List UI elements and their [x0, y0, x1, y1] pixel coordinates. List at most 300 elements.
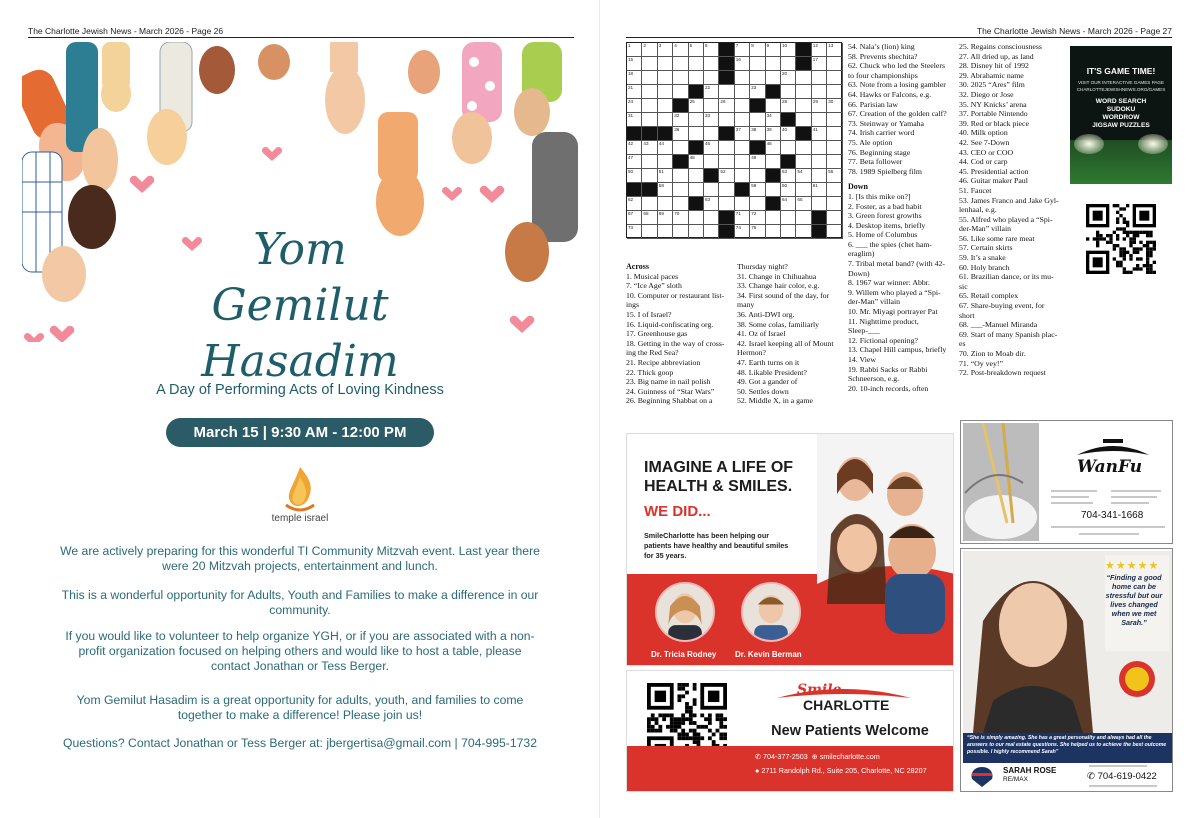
clue: 30. 2025 “Ares” film: [959, 80, 1025, 90]
crossword-cell[interactable]: [796, 197, 811, 211]
crossword-cell[interactable]: [689, 127, 704, 141]
qr-module: [685, 733, 689, 737]
crossword-cell-number: 28: [782, 99, 788, 104]
sarah-rose-realtor-ad[interactable]: [960, 548, 1173, 792]
wan-fu-logo: WanFu: [1077, 457, 1143, 477]
crossword-cell[interactable]: [719, 113, 734, 127]
clue: 64. Hawks or Falcons, e.g.: [848, 89, 932, 99]
qr-module: [1103, 237, 1106, 240]
clue: 27. All dried up, as land: [959, 51, 1034, 61]
crossword-cell-number: 25: [689, 99, 695, 104]
clue: 32. Diego or Jose: [959, 89, 1014, 99]
crossword-cell-number: 24: [628, 99, 634, 104]
crossword-cell[interactable]: [796, 113, 811, 127]
crossword-cell[interactable]: [689, 43, 704, 57]
qr-module: [647, 729, 651, 733]
crossword-cell[interactable]: [766, 127, 781, 141]
crossword-cell[interactable]: [673, 141, 688, 155]
crossword-cell[interactable]: [812, 155, 827, 169]
crossword-grid[interactable]: [626, 42, 842, 238]
crossword-cell[interactable]: [781, 211, 796, 225]
crossword-cell[interactable]: [827, 85, 842, 99]
crossword-cell[interactable]: [781, 225, 796, 239]
crossword-cell[interactable]: [704, 225, 719, 239]
crossword-cell[interactable]: [704, 211, 719, 225]
crossword-cell[interactable]: [750, 43, 765, 57]
clue: 71. “Oy vey!”: [959, 358, 1003, 368]
qr-module: [1146, 254, 1149, 257]
crossword-cell[interactable]: [704, 113, 719, 127]
clue: 72. Post-breakdown request: [959, 368, 1046, 378]
crossword-black-square: [719, 71, 734, 85]
crossword-cell[interactable]: [719, 141, 734, 155]
crossword-cell[interactable]: [704, 43, 719, 57]
qr-module: [1096, 231, 1099, 234]
game-item: SUDOKU: [1106, 106, 1136, 113]
crossword-cell[interactable]: [781, 127, 796, 141]
crossword-cell[interactable]: [812, 127, 827, 141]
crossword-cell[interactable]: [812, 57, 827, 71]
crossword-cell[interactable]: [642, 197, 657, 211]
qr-module: [1116, 244, 1119, 247]
crossword-cell[interactable]: [689, 113, 704, 127]
crossword-cell[interactable]: [689, 169, 704, 183]
crossword-cell[interactable]: [750, 183, 765, 197]
clue: 16. Liquid-confiscating org.: [626, 319, 714, 329]
crossword-cell[interactable]: [704, 99, 719, 113]
crossword-cell[interactable]: [689, 155, 704, 169]
crossword-cell[interactable]: [735, 211, 750, 225]
crossword-cell-number: 34: [766, 113, 772, 118]
crossword-cell[interactable]: [735, 155, 750, 169]
crossword-cell[interactable]: [704, 183, 719, 197]
crossword-cell[interactable]: [735, 225, 750, 239]
qr-module: [1149, 254, 1152, 257]
qr-module: [1139, 257, 1142, 260]
qr-module: [1146, 234, 1149, 237]
crossword-cell[interactable]: [812, 43, 827, 57]
crossword-cell[interactable]: [735, 113, 750, 127]
crossword-cell[interactable]: [827, 141, 842, 155]
crossword-cell[interactable]: [704, 197, 719, 211]
clue: 57. Certain skirts: [959, 243, 1013, 253]
clue: 58. Prevents shechita?: [848, 51, 918, 61]
crossword-cell[interactable]: [735, 57, 750, 71]
qr-module: [1149, 251, 1152, 254]
crossword-cell[interactable]: [735, 43, 750, 57]
clue: 23. Big name in nail polish: [626, 377, 711, 387]
qr-module: [1123, 247, 1126, 250]
qr-module: [1133, 241, 1136, 244]
crossword-black-square: [719, 211, 734, 225]
crossword-cell[interactable]: [689, 57, 704, 71]
crossword-cell[interactable]: [642, 71, 657, 85]
crossword-cell[interactable]: [735, 141, 750, 155]
qr-module: [693, 698, 697, 702]
qr-module: [677, 698, 681, 702]
qr-module: [685, 736, 689, 740]
qr-module: [704, 725, 708, 729]
crossword-cell[interactable]: [704, 85, 719, 99]
crossword-cell[interactable]: [766, 71, 781, 85]
crossword-cell[interactable]: [766, 141, 781, 155]
qr-module: [1116, 237, 1119, 240]
crossword-cell[interactable]: [735, 169, 750, 183]
crossword-cell[interactable]: [781, 43, 796, 57]
crossword-cell[interactable]: [658, 99, 673, 113]
qr-module: [719, 736, 723, 740]
crossword-cell[interactable]: [642, 141, 657, 155]
crossword-cell[interactable]: [719, 85, 734, 99]
crossword-cell-number: 6: [705, 43, 708, 48]
qr-module: [716, 713, 720, 717]
crossword-cell[interactable]: [796, 99, 811, 113]
crossword-cell[interactable]: [689, 211, 704, 225]
crossword-cell[interactable]: [766, 225, 781, 239]
crossword-cell[interactable]: [627, 155, 642, 169]
crossword-cell[interactable]: [673, 85, 688, 99]
event-date-pill: March 15 | 9:30 AM - 12:00 PM: [166, 418, 434, 447]
paragraph-1: We are actively preparing for this wonderful TI Community Mitzvah event. Last year there were 20 Mitzvah projects, entertainment and lunch.: [60, 544, 540, 573]
crossword-cell-number: 17: [812, 57, 818, 62]
crossword-cell[interactable]: [735, 71, 750, 85]
crossword-cell[interactable]: [750, 197, 765, 211]
contact-paragraph: Questions? Contact Jonathan or Tess Berger at: jbergertisa@gmail.com | 704-995-1732: [63, 736, 537, 750]
crossword-cell[interactable]: [627, 141, 642, 155]
game-ad-subtitle: VISIT OUR INTERACTIVE GAMES PAGE CHARLOTTEJEWISHNEWS.ORG/GAMES: [1076, 80, 1166, 92]
qr-module: [1106, 241, 1109, 244]
qr-module: [647, 717, 651, 721]
qr-module: [1126, 251, 1129, 254]
crossword-cell[interactable]: [781, 85, 796, 99]
qr-module: [719, 721, 723, 725]
clue: 22. Thick goop: [626, 367, 674, 377]
crossword-cell[interactable]: [796, 71, 811, 85]
qr-module: [1146, 244, 1149, 247]
crossword-cell[interactable]: [766, 43, 781, 57]
crossword-cell[interactable]: [689, 71, 704, 85]
hand-12: [505, 132, 578, 282]
crossword-cell[interactable]: [627, 197, 642, 211]
clue: 26. Beginning Shabbat on a: [626, 396, 713, 406]
crossword-black-square: [796, 127, 811, 141]
crossword-cell[interactable]: [627, 43, 642, 57]
phone-link[interactable]: 704-377-2503: [763, 752, 808, 761]
crossword-cell-number: 38: [751, 127, 757, 132]
crossword-cell[interactable]: [735, 99, 750, 113]
crossword-cell[interactable]: [658, 155, 673, 169]
crossword-cell[interactable]: [766, 57, 781, 71]
crossword-cell[interactable]: [719, 99, 734, 113]
crossword-cell[interactable]: [766, 155, 781, 169]
crossword-black-square: [750, 99, 765, 113]
qr-module: [1086, 237, 1089, 240]
crossword-cell[interactable]: [673, 127, 688, 141]
contact-address: [755, 766, 927, 775]
crossword-cell[interactable]: [673, 113, 688, 127]
qr-module: [670, 725, 674, 729]
crossword-cell[interactable]: [642, 99, 657, 113]
wan-fu-ad[interactable]: [960, 420, 1173, 544]
crossword-cell[interactable]: [704, 141, 719, 155]
crossword-cell[interactable]: [658, 71, 673, 85]
clue: 46. Guitar maker Paul: [959, 176, 1028, 186]
crossword-cell[interactable]: [796, 141, 811, 155]
crossword-cell[interactable]: [673, 211, 688, 225]
clue: 2. Foster, as a bad habit: [848, 201, 922, 211]
games-qr-code-icon[interactable]: [1086, 204, 1156, 274]
qr-module: [674, 717, 678, 721]
crossword-cell[interactable]: [827, 57, 842, 71]
crossword-cell[interactable]: [766, 211, 781, 225]
crossword-black-square: [627, 183, 642, 197]
clue: 6. ___ the spies (chet ham-: [848, 239, 933, 249]
crossword-cell[interactable]: [658, 211, 673, 225]
game-time-ad[interactable]: [1070, 46, 1172, 184]
game-item: WORDROW: [1102, 114, 1140, 121]
crossword-cell[interactable]: [627, 211, 642, 225]
crossword-cell[interactable]: [704, 155, 719, 169]
crossword-cell[interactable]: [689, 225, 704, 239]
crossword-cell[interactable]: [673, 71, 688, 85]
qr-module: [1126, 204, 1129, 207]
qr-module: [677, 694, 681, 698]
crossword-cell[interactable]: [781, 197, 796, 211]
crossword-cell[interactable]: [766, 113, 781, 127]
crossword-black-square: [796, 43, 811, 57]
crossword-cell[interactable]: [796, 169, 811, 183]
crossword-cell[interactable]: [827, 113, 842, 127]
crossword-cell[interactable]: [627, 113, 642, 127]
crossword-cell[interactable]: [750, 71, 765, 85]
crossword-cell-number: 62: [628, 197, 634, 202]
clue: 60. Holy branch: [959, 262, 1010, 272]
crossword-cell[interactable]: [642, 57, 657, 71]
crossword-cell-number: 42: [628, 141, 634, 146]
crossword-cell[interactable]: [812, 85, 827, 99]
crossword-black-square: [781, 113, 796, 127]
clue: eraglim): [848, 249, 875, 259]
crossword-cell[interactable]: [750, 127, 765, 141]
crossword-cell[interactable]: [689, 183, 704, 197]
clue: Down): [848, 268, 870, 278]
crossword-cell-number: 45: [705, 141, 711, 146]
crossword-cell[interactable]: [796, 225, 811, 239]
qr-module: [1119, 251, 1122, 254]
crossword-black-square: [766, 169, 781, 183]
crossword-cell[interactable]: [735, 197, 750, 211]
crossword-cell-number: 59: [751, 183, 757, 188]
page-folio: The Charlotte Jewish News - March 2026 - Page 26: [28, 26, 224, 36]
crossword-cell[interactable]: [658, 225, 673, 239]
crossword-cell[interactable]: [827, 183, 842, 197]
paragraph-2: This is a wonderful opportunity for Adults, Youth and Families to make a difference in our community.: [61, 588, 539, 617]
crossword-cell[interactable]: [812, 183, 827, 197]
crossword-cell[interactable]: [796, 85, 811, 99]
qr-module: [677, 721, 681, 725]
crossword-cell[interactable]: [719, 197, 734, 211]
clue: 54. Nala’s (lion) king: [848, 42, 915, 51]
crossword-cell[interactable]: [781, 71, 796, 85]
crossword-cell[interactable]: [704, 71, 719, 85]
crossword-cell[interactable]: [704, 127, 719, 141]
qr-module: [1126, 271, 1129, 274]
crossword-cell-number: 69: [658, 211, 664, 216]
crossword-cell[interactable]: [812, 113, 827, 127]
crossword-black-square: [719, 225, 734, 239]
hand-3: [101, 42, 131, 112]
clue: 59. It’s a snake: [959, 253, 1006, 263]
crossword-cell[interactable]: [658, 197, 673, 211]
crossword-cell[interactable]: [673, 57, 688, 71]
crossword-cell[interactable]: [781, 169, 796, 183]
crossword-cell[interactable]: [658, 43, 673, 57]
clue: 38. Some colas, familiarly: [737, 319, 820, 329]
rose-ad-testimonial: “She is simply amazing. She has a great personality and always had all the answers to our real estate questions. She helped us to achieve the best outcome possible. I highly recommend Sarah”: [963, 733, 1172, 763]
crossword-cell[interactable]: [673, 169, 688, 183]
clue: 13. Chapel Hill campus, briefly: [848, 345, 947, 355]
qr-module: [1113, 247, 1116, 250]
crossword-cell[interactable]: [642, 225, 657, 239]
crossword-cell[interactable]: [812, 141, 827, 155]
crossword-cell[interactable]: [658, 57, 673, 71]
crossword-cell[interactable]: [642, 211, 657, 225]
qr-module: [670, 721, 674, 725]
realtor-name: SARAH ROSE: [1003, 766, 1057, 775]
crossword-cell[interactable]: [627, 71, 642, 85]
crossword-cell[interactable]: [812, 71, 827, 85]
crossword-black-square: [658, 127, 673, 141]
crossword-cell[interactable]: [766, 99, 781, 113]
clue: 12. Fictional opening?: [848, 335, 918, 345]
crossword-cell[interactable]: [827, 127, 842, 141]
qr-module: [1113, 231, 1116, 234]
crossword-cell[interactable]: [658, 113, 673, 127]
crossword-cell[interactable]: [827, 169, 842, 183]
qr-module: [1139, 267, 1142, 270]
crossword-cell[interactable]: [827, 225, 842, 239]
crossword-cell[interactable]: [750, 169, 765, 183]
crossword-cell[interactable]: [812, 197, 827, 211]
crossword-cell-number: 5: [689, 43, 693, 48]
crossword-cell[interactable]: [689, 99, 704, 113]
smile-charlotte-ad[interactable]: [626, 433, 954, 666]
crossword-cell[interactable]: [750, 225, 765, 239]
paragraph-4: Yom Gemilut Hasadim is a great opportunity for adults, youth, and families to come together to make a difference! Please join us!: [76, 693, 524, 722]
crossword-cell[interactable]: [812, 99, 827, 113]
qr-module: [677, 736, 681, 740]
qr-module: [723, 736, 727, 740]
crossword-cell[interactable]: [673, 183, 688, 197]
pagoda-roof-icon: [1073, 437, 1153, 459]
crossword-cell[interactable]: [658, 183, 673, 197]
qr-module: [693, 733, 697, 737]
crossword-cell[interactable]: [766, 183, 781, 197]
crossword-cell[interactable]: [750, 113, 765, 127]
qr-module: [1129, 241, 1132, 244]
crossword-cell[interactable]: [827, 43, 842, 57]
crossword-cell[interactable]: [827, 71, 842, 85]
crossword-cell[interactable]: [719, 183, 734, 197]
crossword-cell[interactable]: [704, 57, 719, 71]
crossword-cell[interactable]: [642, 113, 657, 127]
crossword-cell[interactable]: [750, 211, 765, 225]
wan-fu-phone[interactable]: 704-341-1668: [1081, 510, 1144, 521]
crossword-black-square: [796, 57, 811, 71]
crossword-cell[interactable]: [658, 141, 673, 155]
crossword-cell[interactable]: [627, 225, 642, 239]
qr-module: [651, 713, 655, 717]
crossword-cell[interactable]: [827, 155, 842, 169]
crossword-cell[interactable]: [658, 169, 673, 183]
crossword-cell[interactable]: [781, 99, 796, 113]
qr-module: [1129, 271, 1132, 274]
crossword-cell[interactable]: [827, 197, 842, 211]
crossword-cell[interactable]: [673, 197, 688, 211]
crossword-cell[interactable]: [750, 57, 765, 71]
crossword-cell[interactable]: [673, 225, 688, 239]
crossword-cell[interactable]: [796, 155, 811, 169]
qr-module: [1146, 231, 1149, 234]
crossword-cell[interactable]: [719, 155, 734, 169]
clue: 36. Anti-DWI org.: [737, 309, 795, 319]
qr-module: [655, 729, 659, 733]
qr-module: [708, 713, 712, 717]
rose-ad-footer: [963, 763, 1172, 791]
crossword-cell[interactable]: [735, 85, 750, 99]
crossword-cell[interactable]: [658, 85, 673, 99]
crossword-cell[interactable]: [781, 183, 796, 197]
clue: Thursday night?: [737, 262, 788, 271]
crossword-cell[interactable]: [827, 211, 842, 225]
crossword-cell[interactable]: [781, 57, 796, 71]
crossword-cell-number: 73: [628, 225, 634, 230]
crossword-black-square: [673, 99, 688, 113]
phone-number[interactable]: 704-619-0422: [1097, 771, 1157, 782]
crossword-cell[interactable]: [735, 127, 750, 141]
crossword-cell[interactable]: [642, 169, 657, 183]
clue: short: [959, 310, 975, 320]
smile-charlotte-contact-ad[interactable]: [626, 670, 954, 792]
clue: es: [959, 339, 966, 349]
qr-module: [700, 713, 704, 717]
crossword-cell[interactable]: [750, 155, 765, 169]
crossword-cell[interactable]: [642, 43, 657, 57]
website-link[interactable]: smilecharlotte.com: [819, 752, 880, 761]
crossword-cell[interactable]: [627, 169, 642, 183]
qr-module: [662, 713, 666, 717]
crossword-cell[interactable]: [827, 99, 842, 113]
clue: 8. 1967 war winner: Abbr.: [848, 278, 930, 288]
qr-module: [708, 736, 712, 740]
crossword-cell-number: 60: [782, 183, 788, 188]
game-item: WORD SEARCH: [1095, 98, 1147, 105]
crossword-cell[interactable]: [796, 183, 811, 197]
crossword-cell[interactable]: [781, 141, 796, 155]
crossword-cell[interactable]: [642, 155, 657, 169]
crossword-cell[interactable]: [812, 169, 827, 183]
crossword-cell[interactable]: [642, 85, 657, 99]
crossword-cell[interactable]: [750, 85, 765, 99]
crossword-cell[interactable]: [673, 43, 688, 57]
qr-module: [712, 740, 716, 744]
crossword-cell[interactable]: [627, 85, 642, 99]
crossword-cell[interactable]: [627, 57, 642, 71]
crossword-cell[interactable]: [719, 169, 734, 183]
crossword-cell[interactable]: [796, 211, 811, 225]
crossword-cell[interactable]: [627, 99, 642, 113]
event-title-line2: Hasadim: [201, 336, 399, 387]
